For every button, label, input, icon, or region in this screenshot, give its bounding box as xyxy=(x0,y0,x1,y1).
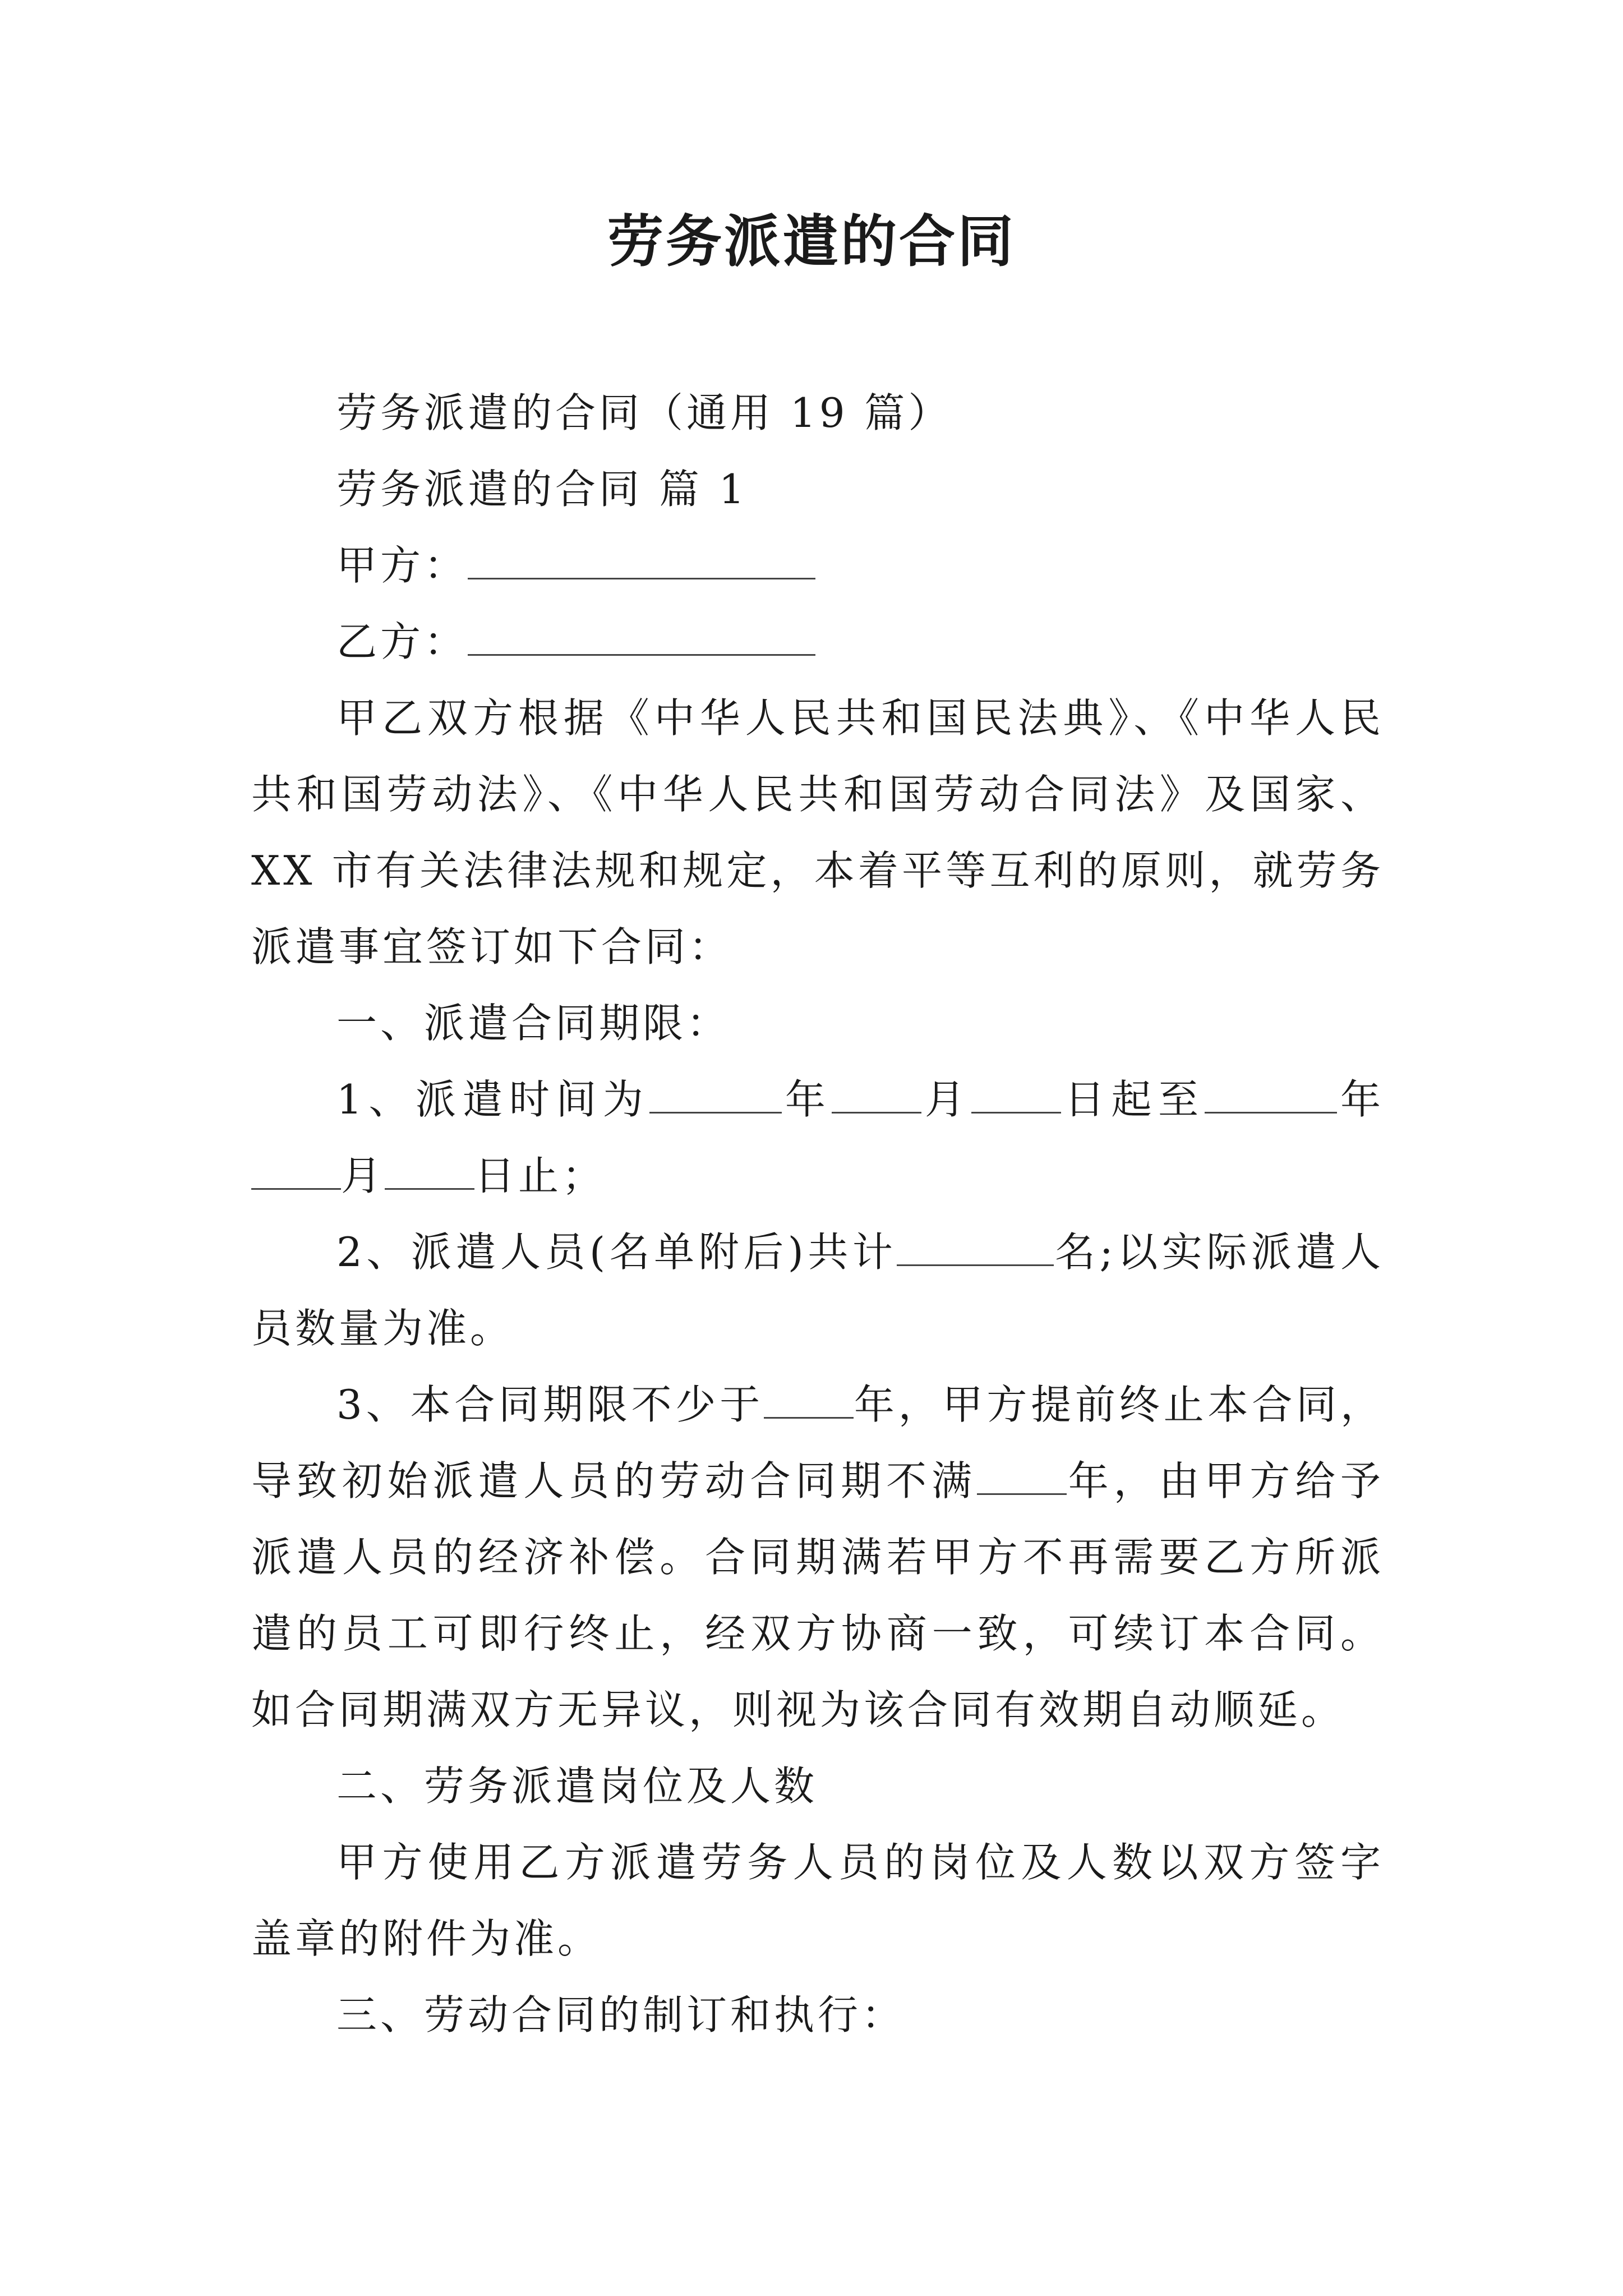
item2-paragraph xyxy=(251,1214,1384,1366)
staff-count-blank xyxy=(897,1227,1054,1266)
document-body xyxy=(251,375,1384,2053)
party-b-line xyxy=(251,604,1384,680)
item1-prefix: 1、派遣时间为 xyxy=(336,1076,650,1123)
contract-term-blank xyxy=(977,1456,1067,1495)
start-year-blank xyxy=(649,1075,782,1114)
chapter-heading: 劳务派遣的合同 篇 1 xyxy=(336,466,748,513)
party-a-blank xyxy=(468,541,815,579)
item2-suffix: 名;以实际派遣人员数量为准。 xyxy=(251,1228,1384,1352)
item2-prefix: 2、派遣人员(名单附后)共计 xyxy=(336,1228,897,1276)
item1-day1: 日起至 xyxy=(1061,1076,1205,1123)
item1-end: 日止； xyxy=(474,1152,606,1199)
start-month-blank xyxy=(832,1075,921,1114)
item3-prefix: 3、本合同期限不少于 xyxy=(336,1381,764,1428)
end-month-blank-a xyxy=(251,1151,341,1190)
party-b-label: 乙方： xyxy=(336,618,468,665)
section2-heading: 二、劳务派遣岗位及人数 xyxy=(336,1763,818,1810)
item1-year2: 年 xyxy=(1337,1076,1384,1123)
item3-suffix: 年，由甲方给予派遣人员的经济补偿。合同期满若甲方不再需要乙方所派遣的员工可即行终止，经双方协商一致，可续订本合同。如合同期满双方无异议，则视为该合同有效期自动顺延。 xyxy=(251,1457,1384,1733)
party-a-label: 甲方： xyxy=(336,542,468,589)
item3-mid: 年，甲方提前终止本合同，导致初始派遣人员的劳动合同期不满 xyxy=(251,1381,1384,1504)
item3-paragraph xyxy=(251,1366,1384,1748)
end-year-blank xyxy=(1205,1075,1337,1114)
section2-paragraph: 甲方使用乙方派遣劳务人员的岗位及人数以双方签字盖章的附件为准。 xyxy=(251,1839,1384,1962)
min-term-blank xyxy=(764,1380,854,1419)
intro-paragraph: 甲乙双方根据《中华人民共和国民法典》、《中华人民共和国劳动法》、《中华人民共和国劳动合同法》及国家、XX 市有关法律法规和规定，本着平等互利的原则，就劳务派遣事宜签订如下合同： xyxy=(251,694,1384,970)
item1-month1: 月 xyxy=(921,1076,972,1123)
end-day-blank xyxy=(385,1151,474,1190)
item1-month2: 月 xyxy=(341,1152,385,1199)
start-day-blank xyxy=(971,1075,1061,1114)
section3-heading: 三、劳动合同的制订和执行： xyxy=(336,1991,906,2039)
document-title: 劳务派遣的合同 xyxy=(607,208,1016,274)
section1-heading: 一、派遣合同期限： xyxy=(336,1000,731,1047)
document-subtitle: 劳务派遣的合同（通用 19 篇） xyxy=(336,389,952,436)
party-a-line xyxy=(251,527,1384,604)
item1-year1: 年 xyxy=(782,1076,832,1123)
party-b-blank xyxy=(468,617,815,656)
item1-paragraph xyxy=(251,1061,1384,1214)
